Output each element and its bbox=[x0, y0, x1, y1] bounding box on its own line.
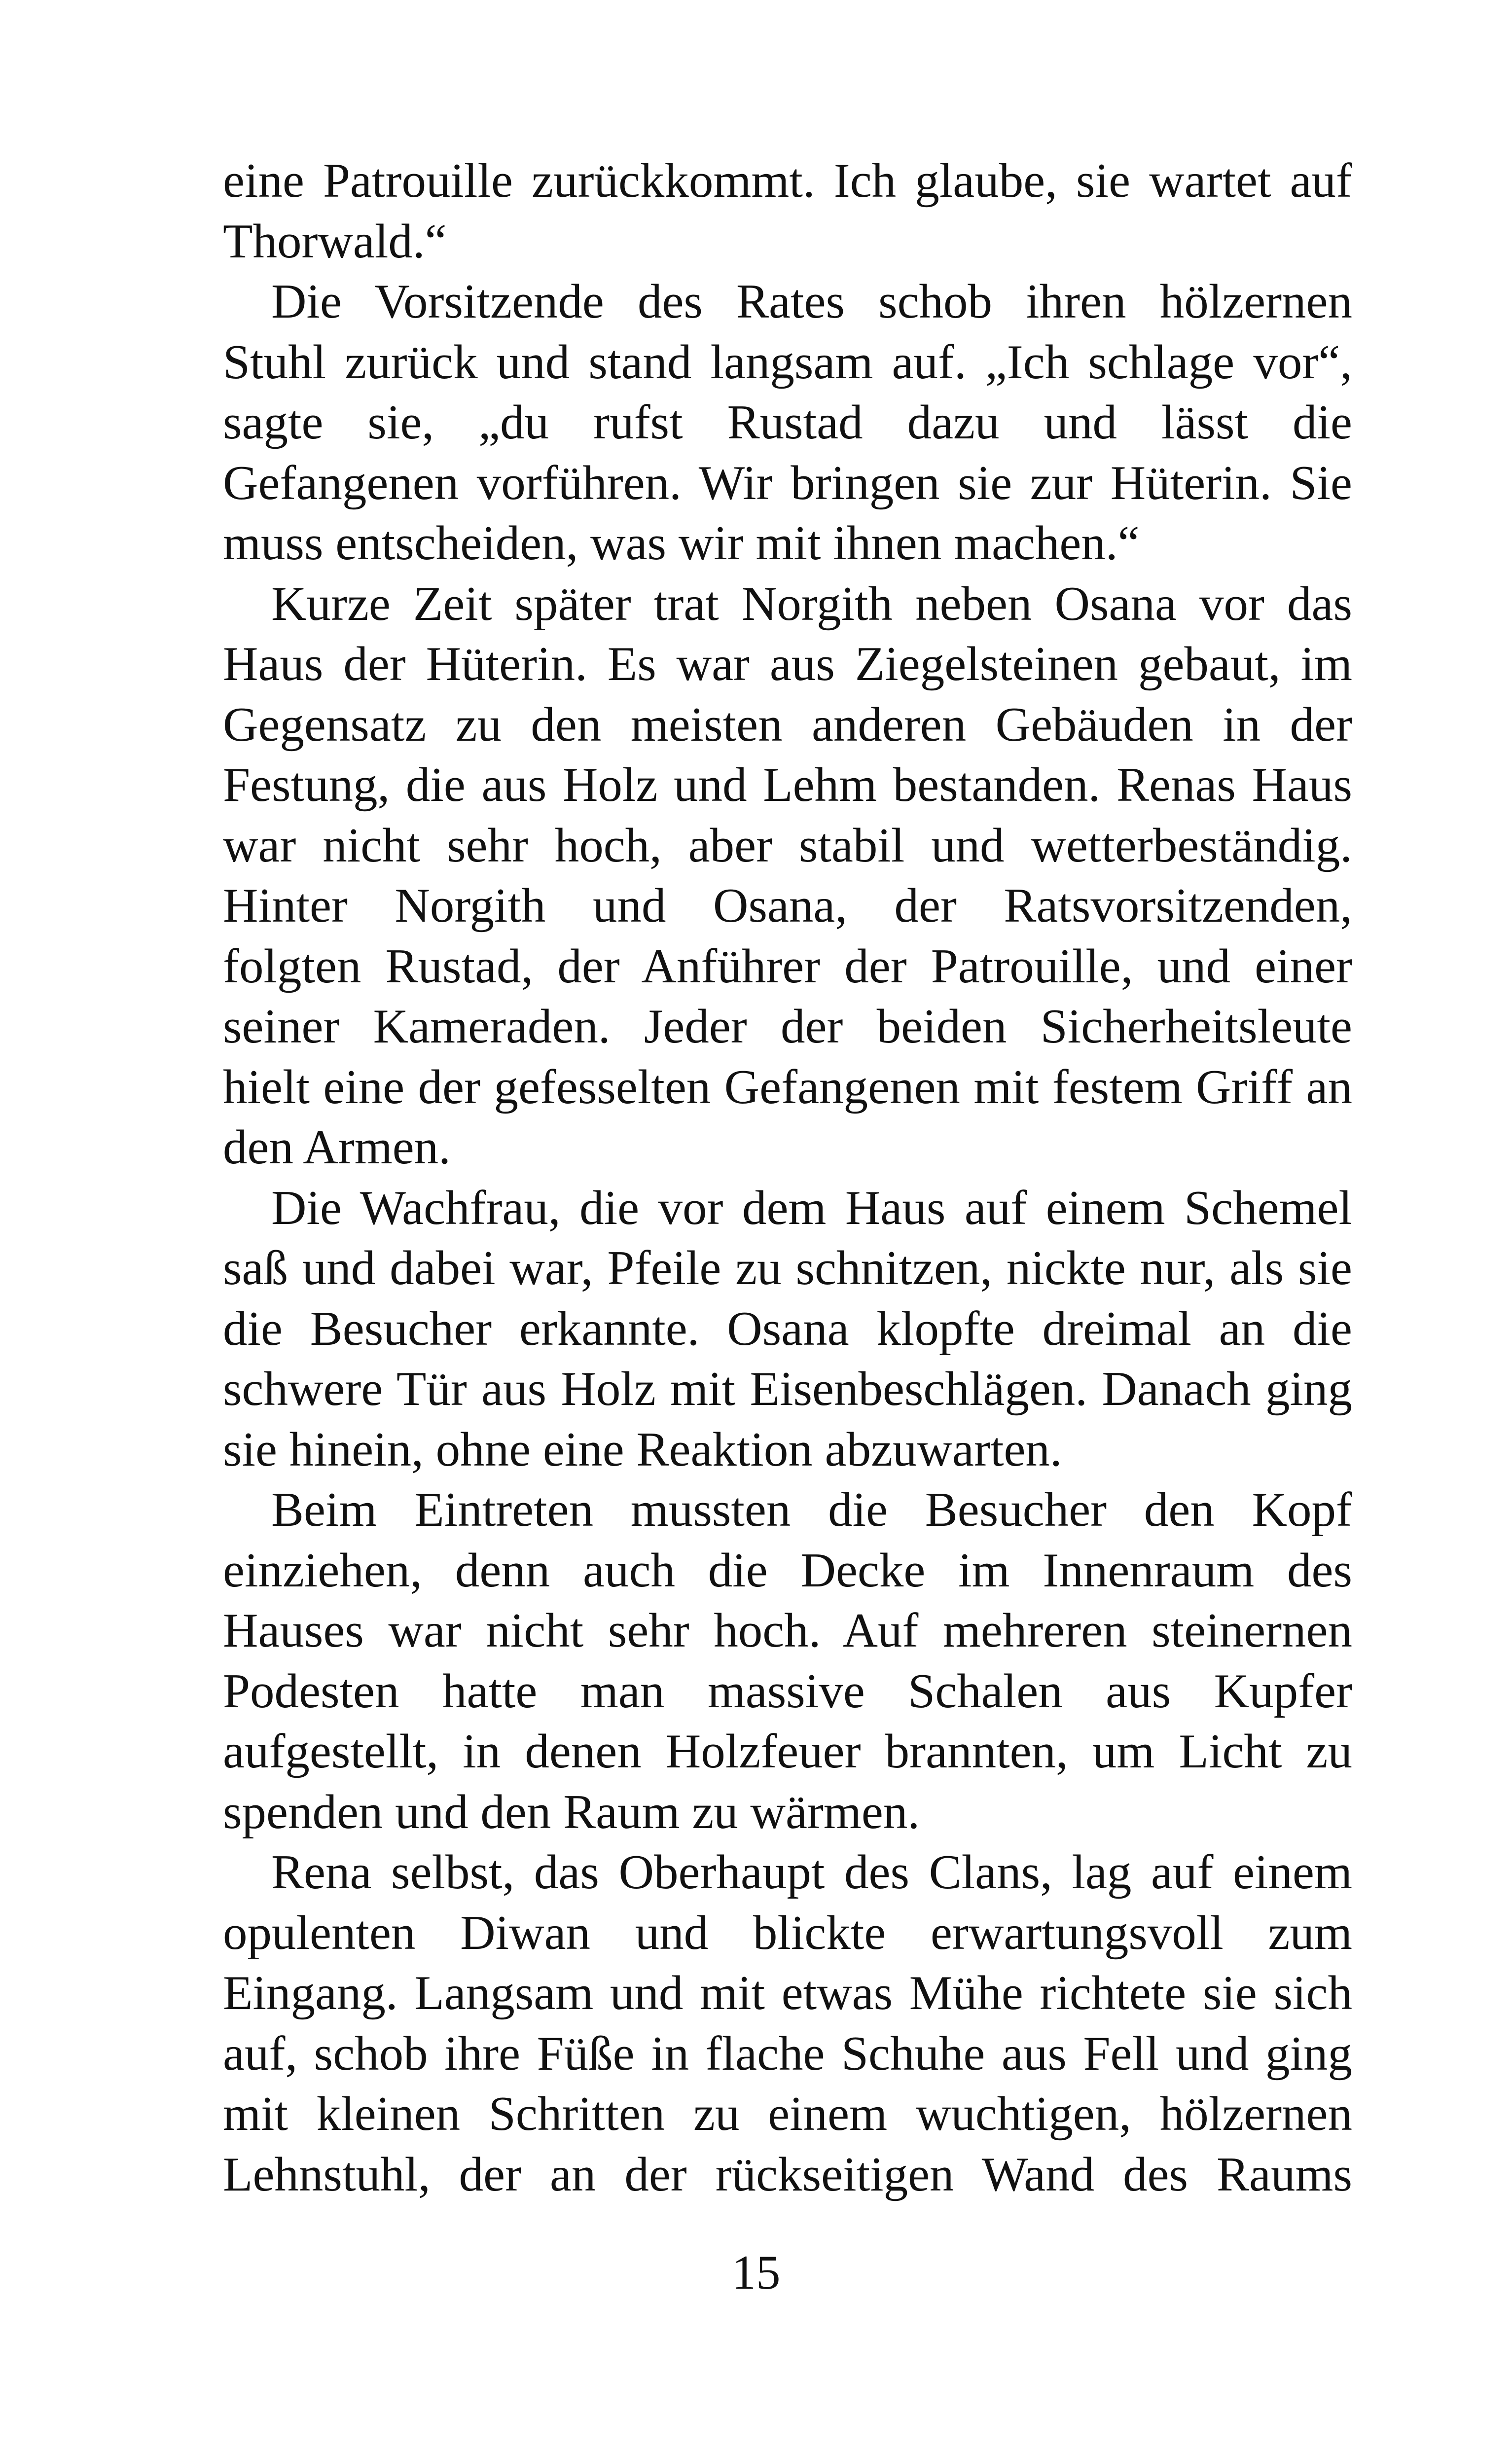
text-line: aufgestellt, in denen Holzfeuer brannten, um Licht zu bbox=[223, 1725, 1352, 1778]
text-line: mit kleinen Schritten zu einem wuchtigen, hölzernen bbox=[223, 2087, 1352, 2141]
text-line: Gefangenen vorführen. Wir bringen sie zur Hüterin. Sie bbox=[223, 456, 1352, 510]
text-line: muss entscheiden, was wir mit ihnen machen.“ bbox=[223, 516, 1140, 570]
text-line: Kurze Zeit später trat Norgith neben Osana vor das bbox=[271, 576, 1352, 631]
text-line: Lehnstuhl, der an der rückseitigen Wand des Raums bbox=[223, 2147, 1352, 2201]
text-line: spenden und den Raum zu wärmen. bbox=[223, 1785, 920, 1839]
text-line: Gegensatz zu den meisten anderen Gebäuden in der bbox=[223, 697, 1352, 752]
text-line: den Armen. bbox=[223, 1120, 451, 1174]
text-line: Festung, die aus Holz und Lehm bestanden. Renas Haus bbox=[223, 758, 1352, 812]
text-line: Beim Eintreten mussten die Besucher den Kopf bbox=[271, 1483, 1352, 1537]
text-line: seiner Kameraden. Jeder der beiden Sicherheitsleute bbox=[223, 1000, 1352, 1053]
text-line: Die Wachfrau, die vor dem Haus auf einem Schemel bbox=[271, 1181, 1352, 1235]
text-line: schwere Tür aus Holz mit Eisenbeschlägen. Danach ging bbox=[223, 1362, 1352, 1416]
text-line: Eingang. Langsam und mit etwas Mühe richtete sie sich bbox=[223, 1966, 1352, 2020]
text-line: Stuhl zurück und stand langsam auf. „Ich schlage vor“, bbox=[223, 335, 1352, 389]
body-text bbox=[223, 151, 1352, 2205]
text-line: Hinter Norgith und Osana, der Ratsvorsitzenden, bbox=[223, 879, 1352, 933]
text-line: eine Patrouille zurückkommt. Ich glaube, sie wartet auf bbox=[223, 154, 1352, 208]
text-line: Haus der Hüterin. Es war aus Ziegelsteinen gebaut, im bbox=[223, 637, 1352, 691]
text-line: Hauses war nicht sehr hoch. Auf mehreren steinernen bbox=[223, 1604, 1352, 1657]
text-line: saß und dabei war, Pfeile zu schnitzen, nickte nur, als sie bbox=[223, 1241, 1352, 1295]
text-line: hielt eine der gefesselten Gefangenen mit festem Griff an bbox=[223, 1060, 1352, 1114]
page-number: 15 bbox=[731, 2246, 781, 2300]
text-line: einziehen, denn auch die Decke im Innenraum des bbox=[223, 1543, 1352, 1597]
text-line: auf, schob ihre Füße in flache Schuhe aus Fell und ging bbox=[223, 2026, 1352, 2081]
text-line: Die Vorsitzende des Rates schob ihren hölzernen bbox=[271, 275, 1352, 328]
text-line: opulenten Diwan und blickte erwartungsvoll zum bbox=[223, 1906, 1352, 1960]
text-line: Rena selbst, das Oberhaupt des Clans, lag auf einem bbox=[271, 1845, 1352, 1899]
text-line: sie hinein, ohne eine Reaktion abzuwarten. bbox=[223, 1422, 1062, 1476]
text-line: Thorwald.“ bbox=[223, 214, 447, 268]
text-line: die Besucher erkannte. Osana klopfte dreimal an die bbox=[223, 1301, 1352, 1356]
text-line: sagte sie, „du rufst Rustad dazu und lässt die bbox=[223, 396, 1352, 449]
text-line: war nicht sehr hoch, aber stabil und wetterbeständig. bbox=[223, 818, 1352, 872]
text-line: folgten Rustad, der Anführer der Patrouille, und einer bbox=[223, 939, 1352, 993]
text-line: Podesten hatte man massive Schalen aus Kupfer bbox=[223, 1664, 1352, 1718]
